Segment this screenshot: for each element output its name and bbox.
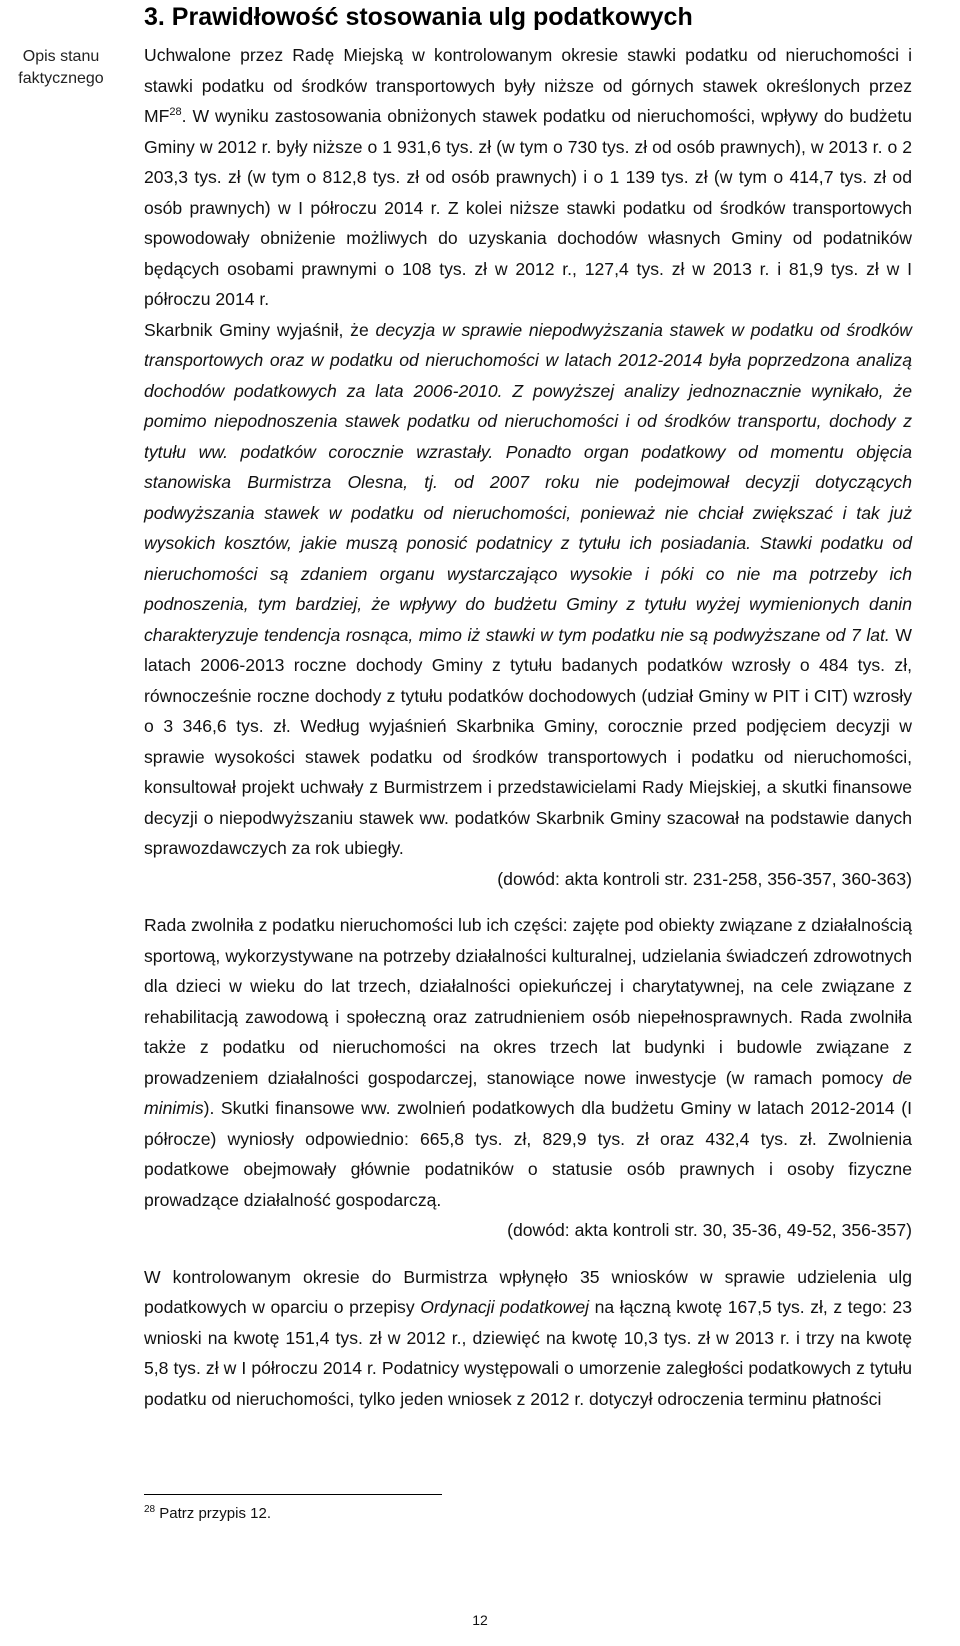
- margin-label-line2: faktycznego: [18, 70, 104, 87]
- margin-label: [0, 46, 122, 90]
- evidence-citation-1: (dowód: akta kontroli str. 231-258, 356-357, 360-363): [497, 868, 912, 889]
- paragraph-2: [144, 315, 912, 864]
- paragraph-1: [144, 40, 912, 315]
- spacer: [144, 1246, 912, 1262]
- paragraph-1-text-b: . W wyniku zastosowania obniżonych stawek podatku od nieruchomości, wpływy do budżetu Gminy w 2012 r. były niższe o 1 931,6 tys. zł (w tym o 730 tys. zł od osób prawnych), w 2013 r. o 2 203,3 tys. zł (w tym o 812,8 tys. zł od osób prawnych) i o 1 139 tys. zł (w tym o 414,7 tys. zł od osób prawnych) w I półroczu 2014 r. Z kolei niższe stawki podatku od środków transportowych spowodowały obniżenie możliwych do uzyskania dochodów własnych Gminy od podatników będących osobami prawnymi o 108 tys. zł w 2012 r., 127,4 tys. zł w 2013 r. i 81,9 tys. zł w I półroczu 2014 r.: [144, 106, 912, 309]
- footnote-separator: [144, 1494, 442, 1495]
- section-title: 3. Prawidłowość stosowania ulg podatkowych: [144, 3, 693, 31]
- paragraph-2-text-a: Skarbnik Gminy wyjaśnił, że: [144, 319, 376, 340]
- paragraph-3: [144, 910, 912, 1215]
- paragraph-4-text-c: na łączną kwotę 167,5 tys. zł, z tego: 23 wnioski na kwotę 151,4 tys. zł w 2012 r., dziewięć na kwotę 10,3 tys. zł w 2013 r. i trzy na kwotę 5,8 tys. zł w I półroczu 2014 r. Podatnicy występowali o umorzenie zaległości podatkowych z tytułu podatku od nieruchomości, tylko jeden wniosek z 2012 r. dotyczył odroczenia terminu płatności: [144, 1297, 912, 1409]
- paragraph-4-text-a: W kontrolowanym okresie do Burmistrza wpłynęło 35 wniosków w sprawie udzielenia ulg podatkowych w oparciu o przepisy: [144, 1266, 912, 1317]
- paragraph-4: [144, 1262, 912, 1415]
- footnote-text: Patrz przypis 12.: [155, 1505, 272, 1522]
- paragraph-3-text-c: ). Skutki finansowe ww. zwolnień podatkowych dla budżetu Gminy w latach 2012-2014 (I półrocze) wyniosły odpowiednio: 665,8 tys. zł, 829,9 tys. zł oraz 432,4 tys. zł. Zwolnienia podatkowe obejmowały głównie podatników o statusie osób prawnych i osoby fizyczne prowadzące działalność gospodarczą.: [144, 1098, 912, 1210]
- footnote-ref: 28: [169, 106, 182, 119]
- paragraph-3-text-a: Rada zwolniła z podatku nieruchomości lub ich części: zajęte pod obiekty związane z działalnością sportową, wykorzystywane na potrzeby działalności kulturalnej, udzielania świadczeń zdrowotnych dla dzieci w wieku do lat trzech, działalności opiekuńczej i charytatywnej, na cele związane z rehabilitacją zawodową i społeczną oraz zatrudnieniem osób niepełnosprawnych. Rada zwolniła także z podatku od nieruchomości na okres trzech lat budynki i budowle związane z prowadzeniem działalności gospodarczej, stanowiące nowe inwestycje (w ramach pomocy: [144, 915, 912, 1088]
- paragraph-3-italic: de minimis: [144, 1067, 912, 1118]
- document-body: [144, 40, 912, 1414]
- paragraph-2-quote: decyzja w sprawie niepodwyższania stawek w podatku od środków transportowych oraz w podatku od nieruchomości w latach 2012-2014 była poprzedzona analizą dochodów podatkowych za lata 2006-2010. Z powyższej analizy jednoznacznie wynikało, że pomimo niepodnoszenia stawek podatku od nieruchomości i od środków transportu, dochody z tytułu ww. podatków corocznie wzrastały. Ponadto organ podatkowy od momentu objęcia stanowiska Burmistrza Olesna, tj. od 2007 roku nie podejmował decyzji dotyczących podwyższania stawek w podatku od nieruchomości, ponieważ nie chciał zwiększać i tak już wysokich kosztów, jakie muszą ponosić podatnicy z tytułu ich posiadania. Stawki podatku od nieruchomości są zdaniem organu wystarczająco wysokie i póki co nie ma potrzeby ich podnoszenia, tym bardziej, że wpływy do budżetu Gminy z tytułu wyżej wymienionych danin charakteryzuje tendencja rosnąca, mimo iż stawki w tym podatku nie są podwyższane od 7 lat.: [144, 319, 913, 645]
- paragraph-1-text-a: Uchwalone przez Radę Miejską w kontrolowanym okresie stawki podatku od nieruchomości i stawki podatku od środków transportowych były niższe od górnych stawek określonych przez MF: [144, 45, 912, 126]
- margin-label-line1: Opis stanu: [22, 48, 100, 65]
- spacer: [144, 894, 912, 910]
- paragraph-2-text-c: W latach 2006-2013 roczne dochody Gminy z tytułu badanych podatków wzrosły o 484 tys. zł, równocześnie roczne dochody z tytułu podatków dochodowych (udział Gminy w PIT i CIT) wzrosły o 3 346,6 tys. zł. Według wyjaśnień Skarbnika Gminy, corocznie przed podjęciem decyzji w sprawie wysokości stawek podatku od środków transportowych i podatku od nieruchomości, konsultował projekt uchwały z Burmistrzem i przedstawicielami Rady Miejskiej, a skutki finansowe decyzji o niepodwyższaniu stawek ww. podatków Skarbnik Gminy szacował na podstawie danych sprawozdawczych za rok ubiegły.: [144, 624, 912, 858]
- paragraph-4-italic: Ordynacji podatkowej: [420, 1297, 590, 1317]
- evidence-citation-2: (dowód: akta kontroli str. 30, 35-36, 49-52, 356-357): [507, 1220, 912, 1240]
- page-number: 12: [472, 1612, 488, 1628]
- footnote-number: 28: [144, 1504, 156, 1515]
- footnote: [144, 1504, 271, 1524]
